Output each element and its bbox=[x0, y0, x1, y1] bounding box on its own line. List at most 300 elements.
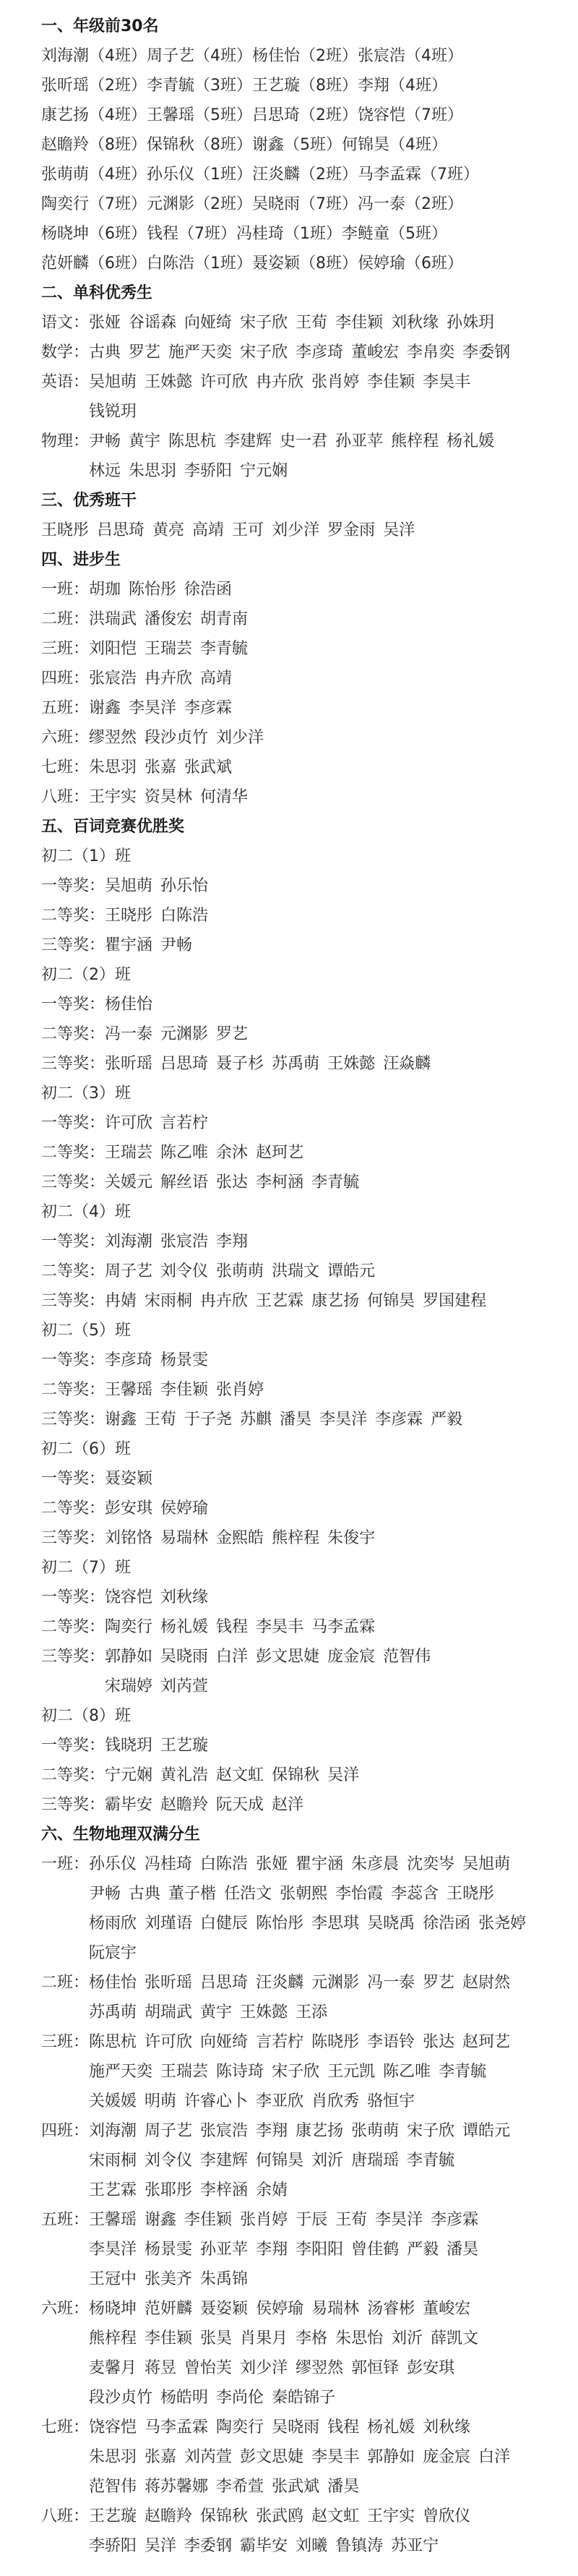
entry bbox=[41, 990, 556, 1019]
entry bbox=[41, 1612, 556, 1642]
name-item: 刘瑾语 bbox=[144, 1914, 193, 1933]
name-item: 王晓彤 bbox=[447, 1885, 495, 1903]
entry-lines bbox=[89, 367, 556, 427]
name-item: 严毅 bbox=[407, 2241, 439, 2259]
entry bbox=[41, 2413, 556, 2502]
entry-label: 三等奖： bbox=[41, 1411, 105, 1429]
name-item: 李帛奕 bbox=[407, 343, 455, 361]
entry-label: 二等奖： bbox=[41, 907, 105, 925]
entry-line bbox=[41, 160, 556, 189]
name-item: 康艺扬（4班） bbox=[41, 106, 147, 124]
entry-label: 二班： bbox=[41, 610, 90, 628]
entry-line bbox=[105, 1464, 556, 1494]
name-item: 范智伟 bbox=[89, 2478, 137, 2496]
name-item: 李怡霞 bbox=[335, 1885, 384, 1903]
name-item: 许可欣 bbox=[144, 2033, 193, 2051]
name-item: 明萌 bbox=[144, 2092, 177, 2110]
name-item: 吴晓禹 bbox=[367, 1914, 415, 1933]
entry-line bbox=[105, 930, 556, 960]
name-item: 周子艺（4班） bbox=[147, 47, 252, 65]
name-item: 庞金宸 bbox=[423, 2448, 471, 2466]
entry-lines bbox=[89, 604, 556, 634]
name-item: 宋子欣 bbox=[240, 343, 288, 361]
entry-lines bbox=[89, 338, 556, 367]
name-item: 陶奕行 bbox=[105, 1618, 153, 1636]
name-item: 吴晓雨 bbox=[272, 2418, 320, 2436]
entry-line bbox=[89, 664, 556, 693]
section-heading: 五、百词竞赛优胜奖 bbox=[41, 818, 185, 836]
name-item: 李翔 bbox=[256, 2122, 288, 2140]
name-item: 刘海潮（4班） bbox=[41, 47, 147, 65]
name-item: 王艺霖 bbox=[256, 1292, 304, 1310]
class-subheading: 初二（3）班 bbox=[41, 1084, 131, 1103]
name-item: 陈怡彤 bbox=[129, 581, 177, 599]
entry-line bbox=[105, 1108, 556, 1138]
name-item: 赵尉然 bbox=[462, 1974, 511, 1992]
name-item: 马李孟霖（7班） bbox=[358, 166, 479, 184]
name-item: 关媛元 bbox=[105, 1173, 153, 1191]
name-item: 孙乐仪 bbox=[89, 1855, 137, 1873]
entry-lines bbox=[89, 2502, 556, 2561]
name-item: 朱思羽 bbox=[89, 2448, 137, 2466]
name-item: 黄礼浩 bbox=[160, 1766, 209, 1784]
name-item: 白洋 bbox=[216, 1648, 249, 1666]
name-item: 张萌萌 bbox=[351, 2122, 400, 2140]
name-item: 阮宸宇 bbox=[89, 1944, 137, 1962]
entry bbox=[41, 1642, 556, 1701]
name-item: 刘秋缘 bbox=[423, 2418, 471, 2436]
name-item: 胡青南 bbox=[200, 610, 249, 628]
name-item: 朱思羽 bbox=[89, 758, 137, 776]
entry-lines bbox=[41, 189, 556, 219]
name-item: 吕思琦 bbox=[97, 521, 145, 539]
entry-label: 三等奖： bbox=[41, 1292, 105, 1310]
name-item: 骆恒宇 bbox=[367, 2092, 415, 2110]
entry-label: 二等奖： bbox=[41, 1262, 105, 1280]
name-item: 刘海潮 bbox=[89, 2122, 137, 2140]
entry-line bbox=[105, 1227, 556, 1257]
doc-section bbox=[41, 12, 556, 278]
entry-line bbox=[89, 575, 556, 604]
name-item: 罗金雨 bbox=[327, 521, 376, 539]
name-item: 李阳阳 bbox=[296, 2241, 344, 2259]
name-item: 吴晓雨 bbox=[160, 1648, 209, 1666]
name-item: 吴旭萌 bbox=[105, 877, 153, 895]
name-item: 李昊丰 bbox=[256, 1618, 304, 1636]
name-item: 钱程 bbox=[216, 1618, 249, 1636]
entry-line bbox=[89, 753, 556, 782]
class-subheading: 初二（5）班 bbox=[41, 1322, 131, 1340]
entry-lines bbox=[89, 308, 556, 338]
entry-line bbox=[105, 990, 556, 1019]
entry-lines bbox=[41, 160, 556, 189]
entry bbox=[41, 634, 556, 664]
entry-label: 一等奖： bbox=[41, 1114, 105, 1132]
name-item: 宋雨桐 bbox=[89, 2152, 137, 2170]
name-item: 杨景雯 bbox=[160, 1351, 209, 1369]
name-item: 段沙贞竹 bbox=[144, 729, 209, 747]
name-item: 王可 bbox=[232, 521, 264, 539]
name-item: 尹畅 bbox=[160, 936, 193, 954]
name-item: 刘沂 bbox=[311, 2152, 344, 2170]
section-heading: 一、年级前30名 bbox=[41, 17, 159, 35]
entry-line bbox=[89, 2472, 556, 2502]
entry-label: 三等奖： bbox=[41, 1055, 105, 1073]
name-item: 杨礼媛 bbox=[367, 2418, 415, 2436]
entry-line bbox=[41, 100, 556, 130]
name-item: 赵文虹 bbox=[311, 2507, 360, 2525]
entry-line bbox=[105, 1405, 556, 1434]
name-item: 许睿心卜 bbox=[184, 2092, 249, 2110]
name-item: 钱程（7班） bbox=[147, 225, 236, 243]
name-item: 阮天成 bbox=[216, 1796, 264, 1814]
name-item: 宋子欣 bbox=[272, 2063, 320, 2081]
class-subheading: 初二（2）班 bbox=[41, 966, 131, 984]
name-item: 王荀 bbox=[296, 314, 328, 332]
entry-lines bbox=[105, 1523, 556, 1553]
name-item: 李建辉 bbox=[224, 432, 272, 450]
entry-lines bbox=[105, 1257, 556, 1286]
name-item: 张武鸥 bbox=[256, 2507, 304, 2525]
name-item: 陶奕行（7班） bbox=[41, 195, 147, 213]
name-item: 范妍麟 bbox=[144, 2300, 193, 2318]
entry bbox=[41, 100, 556, 130]
entry-line bbox=[89, 2413, 556, 2442]
name-item: 高靖 bbox=[200, 669, 233, 688]
name-item: 施严天奕 bbox=[168, 343, 233, 361]
name-item: 彭安琪 bbox=[407, 2359, 455, 2377]
name-item: 李翔 bbox=[256, 2241, 288, 2259]
entry-line bbox=[89, 2087, 556, 2116]
name-item: 李蕊含 bbox=[391, 1885, 439, 1903]
entry-lines bbox=[105, 1138, 556, 1168]
entry-label: 英语： bbox=[41, 373, 90, 391]
name-item: 王冠中 bbox=[89, 2270, 137, 2288]
entry-line bbox=[41, 71, 556, 100]
name-item: 任浩文 bbox=[224, 1885, 272, 1903]
entry-label: 八班： bbox=[41, 788, 90, 806]
entry-label: 四班： bbox=[41, 2122, 90, 2140]
entry-line bbox=[105, 1168, 556, 1197]
entry-line bbox=[89, 2175, 556, 2205]
doc-section bbox=[41, 278, 556, 486]
name-item: 聂姿颖 bbox=[105, 1470, 153, 1488]
entry-lines bbox=[41, 219, 556, 249]
doc-section bbox=[41, 545, 556, 812]
name-item: 王荀 bbox=[335, 2211, 368, 2229]
name-item: 谢鑫（5班） bbox=[252, 136, 342, 154]
name-item: 郭静如 bbox=[105, 1648, 153, 1666]
entry-lines bbox=[105, 1019, 556, 1049]
name-item: 冉婧 bbox=[105, 1292, 137, 1310]
entry-lines bbox=[105, 1286, 556, 1316]
name-item: 王宇实 bbox=[367, 2507, 415, 2525]
name-item: 陈乙唯 bbox=[160, 1144, 209, 1162]
name-item: 王晓彤 bbox=[105, 907, 153, 925]
entry-line bbox=[105, 1672, 556, 1701]
name-item: 刘海潮 bbox=[105, 1233, 153, 1251]
name-item: 李青毓 bbox=[311, 1173, 360, 1191]
name-item: 缪翌然 bbox=[296, 2359, 344, 2377]
name-item: 汪焱麟 bbox=[383, 1055, 431, 1073]
name-item: 元渊影 bbox=[160, 1025, 209, 1043]
name-item: 苏亚宁 bbox=[391, 2537, 439, 2555]
entry-line bbox=[89, 308, 556, 338]
name-item: 王艺璇 bbox=[89, 2507, 137, 2525]
entry-line bbox=[105, 1345, 556, 1375]
name-item: 金熙皓 bbox=[216, 1529, 264, 1547]
name-item: 苏禹萌 bbox=[272, 1055, 320, 1073]
entry-line bbox=[105, 1612, 556, 1642]
entry-lines bbox=[89, 427, 556, 486]
entry-label: 二等奖： bbox=[41, 1381, 105, 1399]
name-item: 郭恒铎 bbox=[351, 2359, 400, 2377]
entry-line bbox=[89, 1968, 556, 1998]
entry-line bbox=[41, 515, 556, 545]
name-item: 李委钢 bbox=[462, 343, 511, 361]
entry-label: 三班： bbox=[41, 640, 90, 658]
name-item: 刘令仪 bbox=[144, 2152, 193, 2170]
name-item: 宋雨桐 bbox=[144, 1292, 193, 1310]
name-item: 赵瞻羚 bbox=[160, 1796, 209, 1814]
name-item: 陈诗琦 bbox=[216, 2063, 264, 2081]
name-item: 谢鑫 bbox=[144, 2211, 177, 2229]
name-item: 冯桂琦（1班） bbox=[236, 225, 342, 243]
name-item: 余沐 bbox=[216, 1144, 249, 1162]
name-item: 李彦琦 bbox=[296, 343, 344, 361]
name-item: 张美齐 bbox=[144, 2270, 193, 2288]
name-item: 陈晓彤 bbox=[311, 2033, 360, 2051]
section-heading: 六、生物地理双满分生 bbox=[41, 1826, 201, 1844]
entry bbox=[41, 160, 556, 189]
name-item: 李翔（4班） bbox=[358, 77, 447, 95]
name-item: 王添 bbox=[296, 2003, 328, 2021]
name-item: 张萌萌（4班） bbox=[41, 166, 147, 184]
entry bbox=[41, 1464, 556, 1494]
name-item: 李亚欣 bbox=[256, 2092, 304, 2110]
entry-line bbox=[89, 2057, 556, 2087]
name-item: 肖果月 bbox=[240, 2329, 288, 2348]
name-item: 侯婷瑜（6班） bbox=[358, 254, 463, 273]
name-item: 段沙贞竹 bbox=[89, 2389, 153, 2407]
name-item: 余婧 bbox=[256, 2181, 288, 2199]
name-item: 缪翌然 bbox=[89, 729, 137, 747]
name-item: 尹畅 bbox=[89, 1885, 121, 1903]
name-item: 王馨瑶（5班） bbox=[147, 106, 252, 124]
entry-label: 六班： bbox=[41, 2300, 90, 2318]
entry-lines bbox=[105, 1049, 556, 1079]
entry-lines bbox=[105, 1731, 556, 1760]
name-item: 林远 bbox=[89, 462, 121, 480]
name-item: 黄宇 bbox=[129, 432, 161, 450]
entry-lines bbox=[41, 130, 556, 160]
entry-label: 一等奖： bbox=[41, 1737, 105, 1755]
entry-lines bbox=[105, 930, 556, 960]
entry-lines bbox=[41, 100, 556, 130]
entry-label: 三等奖： bbox=[41, 1648, 105, 1666]
name-item: 张宸浩 bbox=[89, 669, 137, 688]
entry-label: 五班： bbox=[41, 2211, 90, 2229]
name-item: 刘少洋 bbox=[240, 2359, 288, 2377]
name-item: 聂子杉 bbox=[216, 1055, 264, 1073]
entry-lines bbox=[89, 575, 556, 604]
name-item: 胡珈 bbox=[89, 581, 121, 599]
name-item: 康艺扬 bbox=[311, 1292, 360, 1310]
name-item: 罗国建程 bbox=[423, 1292, 487, 1310]
name-item: 史一君 bbox=[280, 432, 328, 450]
entry-line bbox=[89, 604, 556, 634]
name-item: 赵珂艺 bbox=[462, 2033, 511, 2051]
entry bbox=[41, 2027, 556, 2116]
name-item: 徐浩函 bbox=[423, 1914, 471, 1933]
entry-label: 一班： bbox=[41, 1855, 90, 1873]
name-item: 宁元娴 bbox=[240, 462, 288, 480]
name-item: 李昊洋 bbox=[319, 1411, 368, 1429]
name-item: 王元凯 bbox=[327, 2063, 376, 2081]
name-item: 杨礼媛 bbox=[447, 432, 495, 450]
name-item: 李佳颖 bbox=[144, 2329, 193, 2348]
name-item: 王馨瑶 bbox=[89, 2211, 137, 2229]
name-item: 宋子欣 bbox=[240, 314, 288, 332]
name-item: 李昊洋 bbox=[89, 2241, 137, 2259]
name-item: 李青毓 bbox=[439, 2063, 487, 2081]
doc-section bbox=[41, 486, 556, 545]
name-item: 张嘉 bbox=[144, 758, 177, 776]
entry-label: 二班： bbox=[41, 1974, 90, 1992]
entry-label: 二等奖： bbox=[41, 1499, 105, 1518]
name-item: 马李孟霖 bbox=[144, 2418, 209, 2436]
entry-line bbox=[105, 1583, 556, 1612]
name-item: 杨礼媛 bbox=[160, 1618, 209, 1636]
entry-lines bbox=[105, 1345, 556, 1375]
name-item: 钱晓玥 bbox=[105, 1737, 153, 1755]
entry-label: 六班： bbox=[41, 729, 90, 747]
entry-line bbox=[89, 782, 556, 812]
name-item: 吴晓雨（7班） bbox=[252, 195, 358, 213]
entry-lines bbox=[105, 1227, 556, 1257]
entry bbox=[41, 130, 556, 160]
entry-line bbox=[89, 1998, 556, 2027]
entry-line bbox=[89, 397, 556, 427]
entry-line bbox=[105, 1286, 556, 1316]
entry-lines bbox=[89, 753, 556, 782]
name-item: 冉卉欣 bbox=[256, 373, 304, 391]
name-item: 何锦昊 bbox=[256, 2152, 304, 2170]
entry-label: 三等奖： bbox=[41, 1529, 105, 1547]
class-subheading: 初二（7）班 bbox=[41, 1559, 131, 1577]
entry-lines bbox=[105, 1464, 556, 1494]
entry bbox=[41, 367, 556, 427]
entry bbox=[41, 1731, 556, 1760]
name-item: 吕思琦 bbox=[200, 1974, 249, 1992]
name-item: 潘昊 bbox=[447, 2241, 479, 2259]
name-item: 董峻宏 bbox=[423, 2300, 471, 2318]
name-item: 王姝懿 bbox=[240, 2003, 288, 2021]
entry bbox=[41, 1019, 556, 1049]
entry-lines bbox=[105, 1612, 556, 1642]
entry-label: 一等奖： bbox=[41, 996, 105, 1014]
entry-label: 二等奖： bbox=[41, 1766, 105, 1784]
name-item: 许可欣 bbox=[105, 1114, 153, 1132]
entry-lines bbox=[41, 71, 556, 100]
entry bbox=[41, 1760, 556, 1790]
entry bbox=[41, 1583, 556, 1612]
entry-lines bbox=[105, 871, 556, 901]
doc-section bbox=[41, 1820, 556, 2561]
name-item: 赵瞻羚（8班） bbox=[41, 136, 147, 154]
entry bbox=[41, 1790, 556, 1820]
entry bbox=[41, 2294, 556, 2413]
name-item: 李鲢童（5班） bbox=[342, 225, 447, 243]
entry-line bbox=[89, 2383, 556, 2413]
section-heading: 三、优秀班干 bbox=[41, 492, 137, 510]
name-item: 王晓彤 bbox=[41, 521, 90, 539]
name-item: 关媛媛 bbox=[89, 2092, 137, 2110]
entry bbox=[41, 2116, 556, 2205]
entry-line bbox=[89, 2116, 556, 2146]
name-item: 张耶彤 bbox=[144, 2181, 193, 2199]
name-item: 周子艺 bbox=[144, 2122, 193, 2140]
name-item: 刘少洋 bbox=[216, 729, 264, 747]
name-item: 钱程 bbox=[327, 2418, 360, 2436]
entry-line bbox=[89, 2531, 556, 2561]
name-item: 熊梓程 bbox=[391, 432, 439, 450]
entry bbox=[41, 1849, 556, 1968]
name-item: 张尧婷 bbox=[478, 1914, 527, 1933]
entry bbox=[41, 1257, 556, 1286]
name-item: 潘昊 bbox=[280, 1411, 312, 1429]
name-item: 李昊洋 bbox=[375, 2211, 423, 2229]
entry bbox=[41, 1375, 556, 1405]
entry-label: 四班： bbox=[41, 669, 90, 688]
name-item: 张肖婷 bbox=[240, 2211, 288, 2229]
name-item: 吴洋 bbox=[327, 1766, 360, 1784]
name-item: 白陈浩 bbox=[160, 907, 209, 925]
name-item: 王姝懿 bbox=[144, 373, 193, 391]
entry-line bbox=[89, 2353, 556, 2383]
entry bbox=[41, 1108, 556, 1138]
name-item: 元渊影 bbox=[311, 1974, 360, 1992]
entry-label: 一等奖： bbox=[41, 1470, 105, 1488]
entry bbox=[41, 782, 556, 812]
entry bbox=[41, 575, 556, 604]
name-item: 刘阳恺 bbox=[89, 640, 137, 658]
name-item: 尹畅 bbox=[89, 432, 121, 450]
name-item: 解丝语 bbox=[160, 1173, 209, 1191]
name-item: 李佳颖 bbox=[367, 373, 415, 391]
entry-lines bbox=[105, 1405, 556, 1434]
name-item: 白洋 bbox=[478, 2448, 511, 2466]
name-item: 张宸浩（4班） bbox=[358, 47, 463, 65]
entry-lines bbox=[41, 41, 556, 71]
name-item: 熊梓程 bbox=[272, 1529, 320, 1547]
name-item: 朱思羽 bbox=[129, 462, 177, 480]
entry bbox=[41, 515, 556, 545]
entry-line bbox=[105, 1642, 556, 1672]
entry-line bbox=[89, 2502, 556, 2531]
class-subheading: 初二（4）班 bbox=[41, 1203, 131, 1221]
name-item: 宁元娴 bbox=[105, 1766, 153, 1784]
name-item: 高靖 bbox=[192, 521, 225, 539]
name-item: 李尚伦 bbox=[216, 2389, 264, 2407]
name-item: 彭文思婕 bbox=[240, 2448, 304, 2466]
entry-label: 三等奖： bbox=[41, 936, 105, 954]
name-item: 李彦琦 bbox=[105, 1351, 153, 1369]
name-item: 张武斌 bbox=[272, 2478, 320, 2496]
name-item: 庞金宸 bbox=[327, 1648, 376, 1666]
entry-lines bbox=[89, 782, 556, 812]
entry bbox=[41, 664, 556, 693]
